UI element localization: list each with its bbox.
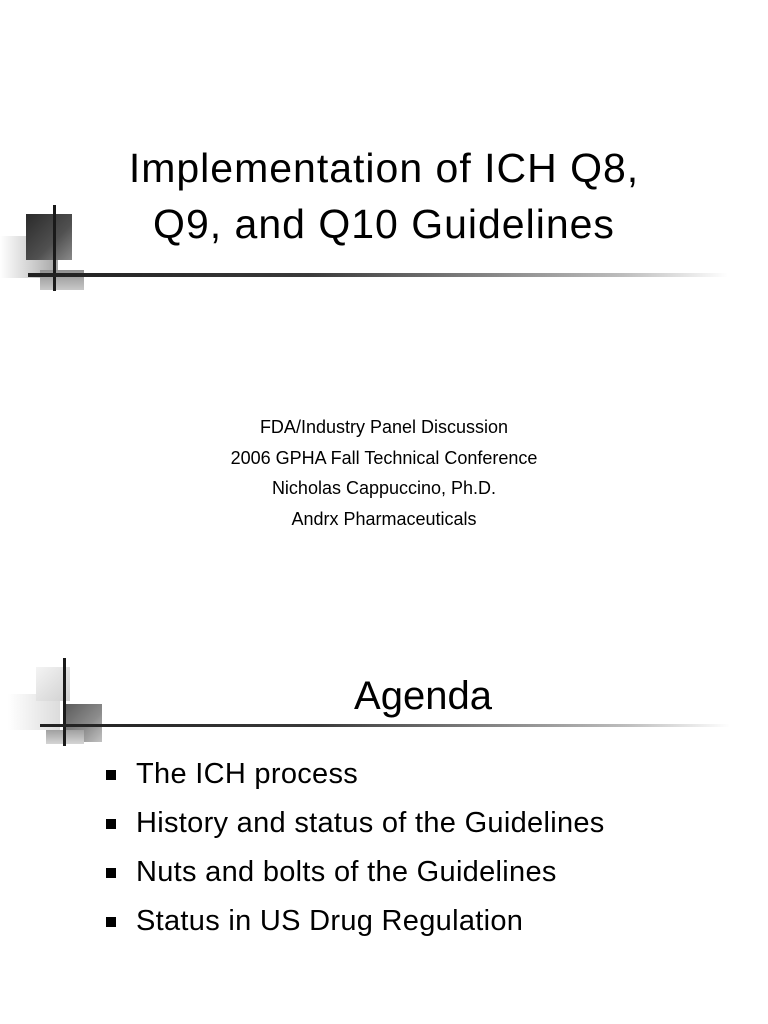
agenda-list: [106, 750, 726, 946]
list-item-label: Nuts and bolts of the Guidelines: [136, 856, 557, 888]
ornament-vertical-line: [53, 205, 56, 291]
ornament-dark-square: [26, 214, 72, 260]
subtitle-conference: 2006 GPHA Fall Technical Conference: [230, 447, 538, 468]
title-line-1: Implementation of ICH Q8,: [128, 145, 640, 191]
title-underline-rule: [28, 273, 728, 277]
list-item: [106, 897, 726, 946]
square-bullet-icon: [106, 868, 116, 878]
subtitle-affiliation: Andrx Pharmaceuticals: [291, 508, 477, 529]
subtitle-author: Nicholas Cappuccino, Ph.D.: [271, 478, 497, 498]
square-bullet-icon: [106, 917, 116, 927]
list-item-label: The ICH process: [136, 758, 359, 790]
list-item-label: Status in US Drug Regulation: [136, 905, 524, 937]
square-bullet-icon: [106, 770, 116, 780]
square-bullet-icon: [106, 819, 116, 829]
ornament-vertical-line: [63, 658, 66, 746]
subtitle-block: [134, 412, 634, 534]
list-item-label: History and status of the Guidelines: [136, 807, 605, 839]
list-item: [106, 750, 726, 799]
list-item: [106, 848, 726, 897]
list-item: [106, 799, 726, 848]
subtitle-panel: FDA/Industry Panel Discussion: [259, 417, 509, 437]
agenda-title: Agenda: [354, 674, 492, 718]
title-line-2: Q9, and Q10 Guidelines: [153, 201, 615, 247]
agenda-underline-rule: [40, 724, 730, 727]
presentation-title: [100, 140, 668, 252]
